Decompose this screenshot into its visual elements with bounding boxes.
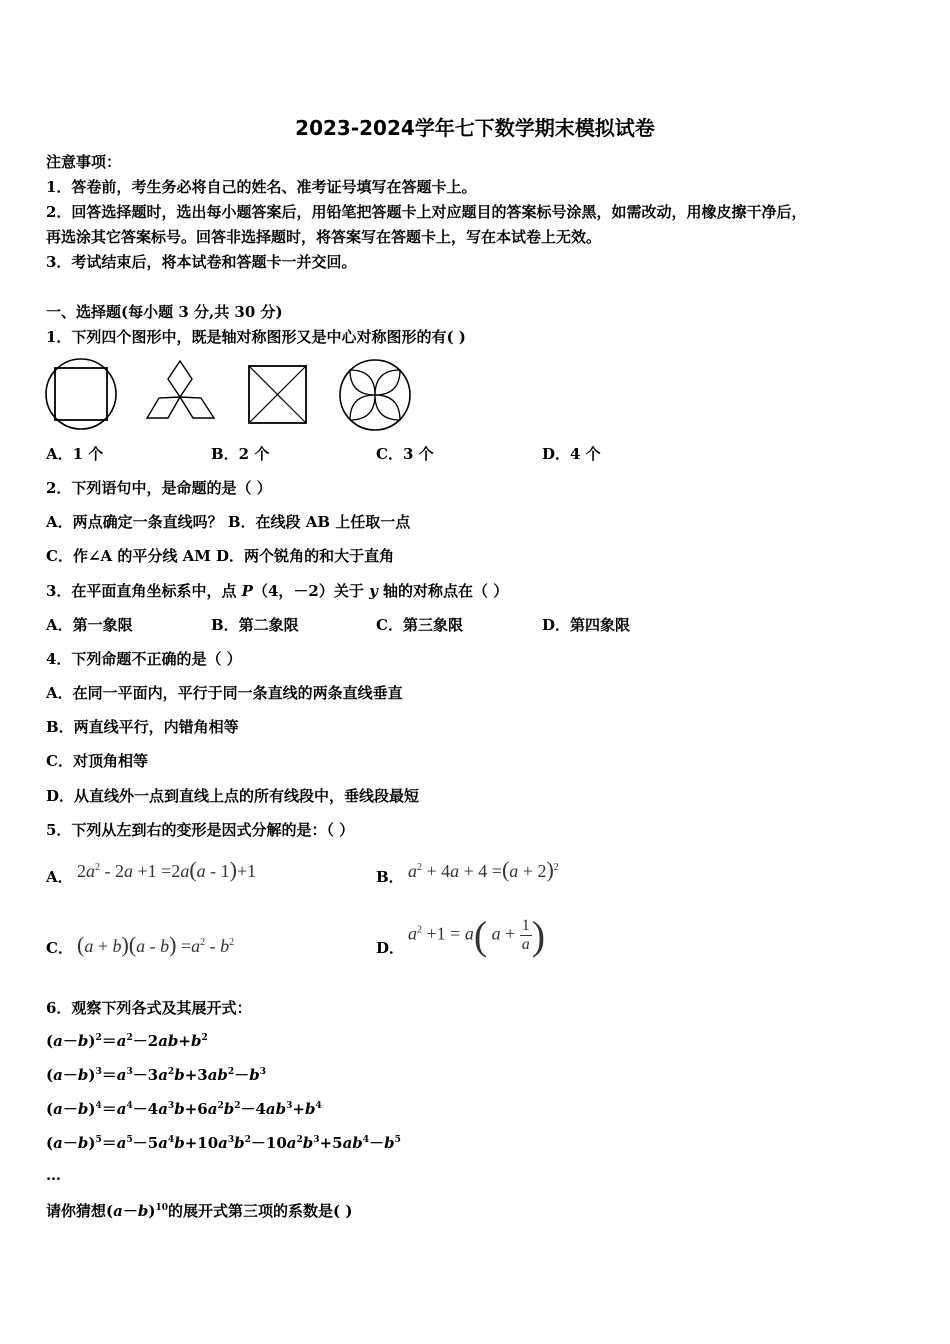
question-1-stem: 1．下列四个图形中，既是轴对称图形又是中心对称图形的有( ): [46, 328, 466, 346]
option-label: C．: [46, 939, 73, 957]
notice-item: 2．回答选择题时，选出每小题答案后，用铅笔把答题卡上对应题目的答案标号涂黑，如需改动，用橡皮擦干净后，: [46, 203, 807, 221]
option-label: B．: [376, 868, 404, 886]
options-line: A．两点确定一条直线吗？ B．在线段 AB 上任取一点: [46, 513, 411, 531]
figure-square-in-circle: [44, 357, 120, 433]
figure-square-with-diagonals: [247, 364, 309, 426]
option: C．第三象限: [376, 616, 463, 634]
figure-three-rhombi: [144, 357, 218, 425]
question-5-stem: 5．下列从左到右的变形是因式分解的是：（ ）: [46, 821, 355, 839]
expansion-line: $(a-b)^3=a^3-3a^2b+3ab^2-b^3$: [46, 1066, 266, 1084]
question-6-stem: 6．观察下列各式及其展开式：: [46, 999, 252, 1017]
option: D．从直线外一点到直线上点的所有线段中，垂线段最短: [46, 787, 420, 805]
section-heading: 一、选择题(每小题 3 分,共 30 分): [46, 303, 283, 321]
notice-item: 3．考试结束后，将本试卷和答题卡一并交回。: [46, 253, 357, 271]
expansion-line: $(a-b)^4=a^4-4a^3b+6a^2b^2-4ab^3+b^4$: [46, 1100, 322, 1118]
option: D．第四象限: [542, 616, 631, 634]
formula-a: $2a^2 - 2a +1 =2a(a - 1)+1$: [77, 857, 257, 882]
expansion-line: $(a-b)^5=a^5-5a^4b+10a^3b^2-10a^2b^3+5ab^4-b^5$: [46, 1134, 401, 1152]
option: D．4 个: [542, 445, 601, 463]
option: C．对顶角相等: [46, 752, 148, 770]
question-4-stem: 4．下列命题不正确的是（ ）: [46, 650, 242, 668]
figure-four-petal-circle: [338, 358, 414, 434]
formula-b: $a^2 + 4a + 4 =(a + 2)^2$: [408, 857, 559, 882]
option: A．在同一平面内，平行于同一条直线的两条直线垂直: [46, 684, 403, 702]
option: A．第一象限: [46, 616, 133, 634]
option: C．3 个: [376, 445, 434, 463]
option: B．两直线平行，内错角相等: [46, 718, 239, 736]
option-label: A．: [46, 868, 73, 886]
option: B．第二象限: [211, 616, 299, 634]
option: B．2 个: [211, 445, 270, 463]
ellipsis: …: [46, 1166, 61, 1184]
page-title: 2023-2024学年七下数学期末模拟试卷: [295, 116, 655, 140]
question-3-stem: 3．在平面直角坐标系中，点 P（4，－2）关于 y 轴的对称点在（ ）: [46, 582, 509, 600]
question-6-ask: 请你猜想$(a-b)^{10}$的展开式第三项的系数是( ): [46, 1202, 353, 1220]
expansion-line: $(a-b)^2=a^2-2ab+b^2$: [46, 1032, 208, 1050]
options-line: C．作∠A 的平分线 AM D．两个锐角的和大于直角: [46, 547, 395, 565]
option-label: D．: [376, 939, 405, 957]
formula-c: $(a + b)(a - b) =a^2 - b^2$: [77, 932, 235, 957]
option: A．1 个: [46, 445, 104, 463]
question-2-stem: 2．下列语句中，是命题的是（ ）: [46, 479, 272, 497]
notice-item: 1．答卷前，考生务必将自己的姓名、准考证号填写在答题卡上。: [46, 178, 477, 196]
notice-heading: 注意事项：: [46, 153, 122, 171]
notice-item: 再选涂其它答案标号。回答非选择题时，将答案写在答题卡上，写在本试卷上无效。: [46, 228, 602, 246]
formula-d: $a^2 +1 = a$( a + $\frac{1}{a}$ ): [408, 913, 546, 958]
